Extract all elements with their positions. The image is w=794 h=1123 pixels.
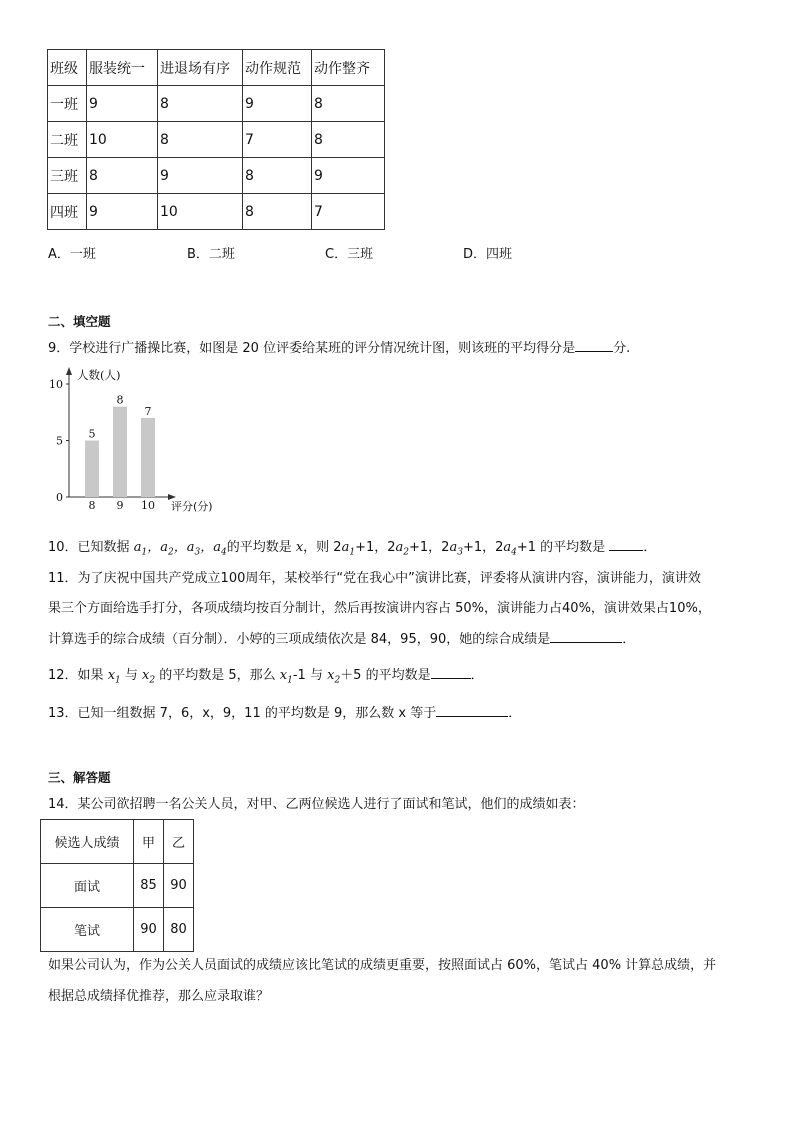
answer-blank[interactable] <box>431 666 471 679</box>
bar-data-label: 8 <box>116 393 124 407</box>
table-header-cell: 服装统一 <box>87 50 158 86</box>
table-row <box>41 908 194 952</box>
question-10-suffix: ． <box>643 540 657 555</box>
question-14-line-2: 根据总成绩择优推荐，那么应录取谁？ <box>48 989 270 1004</box>
answer-blank[interactable] <box>609 538 643 551</box>
section-title-fill-in: 二、填空题 <box>48 314 111 329</box>
bar <box>141 418 155 497</box>
table-cell: 9 <box>158 158 243 194</box>
table-header-cell: 进退场有序 <box>158 50 243 86</box>
table-cell: 8 <box>158 86 243 122</box>
table-cell: 8 <box>243 158 312 194</box>
table-row <box>41 864 194 908</box>
table-row <box>48 194 385 230</box>
table-cell: 7 <box>312 194 385 230</box>
table-header-cell: 动作整齐 <box>312 50 385 86</box>
question-10: 10．已知数据 $a_1$，$a_2$，$a_3$，$a_4$的平均数是 x，则 $2a_1+1$，$2a_2+1$，$2a_3+1$，$2a_4+1$ 的平均数是 ． <box>48 540 657 558</box>
table-cell: 三班 <box>48 158 87 194</box>
question-11-text: 计算选手的综合成绩（百分制）．小婷的三项成绩依次是 84，95，90，她的综合成绩是 <box>48 632 551 647</box>
table-cell: 8 <box>243 194 312 230</box>
question-13-text: 13．已知一组数据 7，6，x，9，11 的平均数是 9，那么数 x 等于 <box>48 706 437 721</box>
table-cell: 8 <box>87 158 158 194</box>
table-header-cell: 甲 <box>134 820 164 864</box>
section-title-answer: 三、解答题 <box>48 770 111 785</box>
question-11-suffix: ． <box>622 632 636 647</box>
question-9-suffix: 分. <box>613 341 631 356</box>
table-header-cell: 候选人成绩 <box>41 820 134 864</box>
question-12: 12．如果 $x_1$ 与 $x_2$ 的平均数是 5，那么 $x_1-1$ 与 $x_2+5$ 的平均数是 ． <box>48 668 484 686</box>
option-c[interactable]: C．三班 <box>325 247 374 262</box>
bar <box>85 441 99 498</box>
table-cell: 9 <box>243 86 312 122</box>
table-cell: 9 <box>312 158 385 194</box>
question-14-intro: 14．某公司欲招聘一名公关人员，对甲、乙两位候选人进行了面试和笔试，他们的成绩如表： <box>48 797 585 812</box>
table-cell: 10 <box>158 194 243 230</box>
table-cell: 笔试 <box>41 908 134 952</box>
score-bar-chart <box>49 364 230 519</box>
y-tick-label: 5 <box>56 434 63 448</box>
answer-blank[interactable] <box>550 630 622 643</box>
bar-data-label: 7 <box>144 404 152 418</box>
option-d[interactable]: D．四班 <box>463 247 513 262</box>
answer-blank[interactable] <box>436 704 508 717</box>
option-b[interactable]: B．二班 <box>187 247 235 262</box>
question-11-line-3 <box>48 628 635 647</box>
question-13 <box>48 702 521 721</box>
bar <box>113 407 127 497</box>
y-axis-arrow <box>66 367 72 375</box>
table-row <box>48 158 385 194</box>
table-header-cell: 动作规范 <box>243 50 312 86</box>
table-row <box>48 122 385 158</box>
question-14-line-1: 如果公司认为，作为公关人员面试的成绩应该比笔试的成绩更重要，按照面试占 60%，笔试占 40% 计算总成绩，并 <box>48 958 717 973</box>
question-9-text: 9．学校进行广播操比赛，如图是 20 位评委给某班的评分情况统计图，则该班的平均得分是 <box>48 341 576 356</box>
question-11-line-1: 11．为了庆祝中国共产党成立100周年，某校举行“党在我心中”演讲比赛，评委将从演讲内容，演讲能力，演讲效 <box>48 571 701 586</box>
answer-blank[interactable] <box>575 339 613 352</box>
table-cell: 面试 <box>41 864 134 908</box>
table-header-row <box>48 50 385 86</box>
y-tick-label: 10 <box>49 378 63 391</box>
class-score-table <box>47 49 385 230</box>
bar-data-label: 5 <box>88 427 96 441</box>
table-cell: 85 <box>134 864 164 908</box>
question-13-suffix: ． <box>508 706 522 721</box>
table-cell: 8 <box>312 122 385 158</box>
table-cell: 9 <box>87 86 158 122</box>
x-tick-label: 9 <box>116 499 124 512</box>
table-cell: 80 <box>164 908 194 952</box>
table-cell: 二班 <box>48 122 87 158</box>
table-header-cell: 乙 <box>164 820 194 864</box>
table-cell: 90 <box>134 908 164 952</box>
table-row <box>48 86 385 122</box>
table-cell: 8 <box>158 122 243 158</box>
table-cell: 10 <box>87 122 158 158</box>
question-12-suffix: ． <box>470 668 484 683</box>
table-cell: 90 <box>164 864 194 908</box>
question-11-line-2: 果三个方面给选手打分，各项成绩均按百分制计，然后再按演讲内容占 50%，演讲能力占40%，演讲效果占10%， <box>48 601 711 616</box>
candidate-score-table <box>40 819 194 952</box>
table-cell: 四班 <box>48 194 87 230</box>
y-axis-label: 人数(人) <box>77 368 121 382</box>
table-cell: 一班 <box>48 86 87 122</box>
table-header-row <box>41 820 194 864</box>
question-9 <box>48 337 630 356</box>
x-axis-label: 评分(分) <box>171 500 213 513</box>
table-cell: 7 <box>243 122 312 158</box>
table-header-cell: 班级 <box>48 50 87 86</box>
y-tick-label: 0 <box>56 491 63 504</box>
question-10-vars: $a_1$，$a_2$，$a_3$，$a_4$ <box>133 540 227 558</box>
table-cell: 9 <box>87 194 158 230</box>
table-cell: 8 <box>312 86 385 122</box>
x-tick-label: 8 <box>88 499 96 512</box>
option-a[interactable]: A．一班 <box>48 247 96 262</box>
x-tick-label: 10 <box>141 499 155 512</box>
